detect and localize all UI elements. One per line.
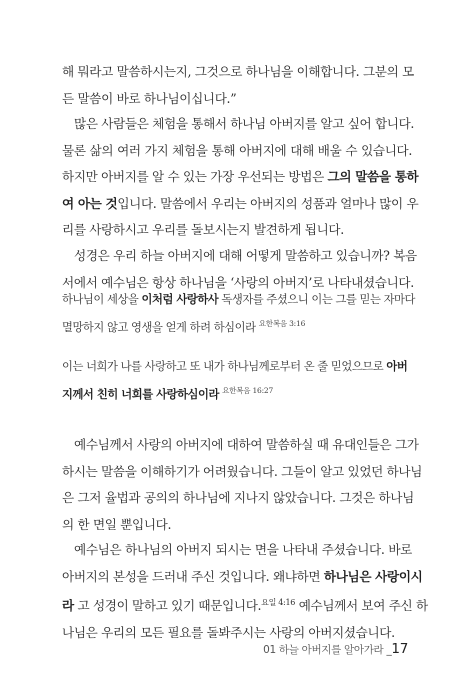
text-line: 여 아는 것입니다. 말씀에서 우리는 아버지의 성품과 얼마나 많이 우 xyxy=(62,195,419,211)
footer-separator: _ xyxy=(386,644,392,656)
emphasis-text: 라 xyxy=(62,598,74,614)
page-number: 17 xyxy=(391,641,408,657)
text-line: 하시는 말씀을 이해하기가 어려웠습니다. 그들이 알고 있었던 하나님 xyxy=(62,463,423,479)
scripture-reference: 요일 4:16 xyxy=(261,598,296,607)
quote-line xyxy=(62,379,414,407)
emphasis-text: 하나님은 사랑이시 xyxy=(323,568,423,584)
scripture-quote-2 xyxy=(62,355,414,407)
emphasis-text: 아버 xyxy=(386,360,408,373)
emphasis-text: 이처럼 사랑하사 xyxy=(141,293,219,306)
chapter-title: 01 하늘 아버지를 알아가라 xyxy=(263,644,384,656)
paragraph-2 xyxy=(62,111,419,244)
quote-line: 하나님이 세상을 이처럼 사랑하사 독생자를 주셨으니 이는 그를 믿는 자마다 xyxy=(62,293,415,306)
text-line: 나님은 우리의 모든 필요를 돌봐주시는 사랑의 아버지셨습니다. xyxy=(62,624,395,640)
scripture-quote-1 xyxy=(62,288,414,340)
text-line: 예수님께서 사랑의 아버지에 대하여 말씀하실 때 유대인들은 그가 xyxy=(74,437,419,452)
text-line: 성경은 우리 하늘 아버지에 대해 어떻게 말씀하고 있습니까? 복음 xyxy=(74,248,417,263)
paragraph-1 xyxy=(62,59,412,112)
text-line: 아버지의 본성을 드러내 주신 것입니다. 왜냐하면 하나님은 사랑이시 xyxy=(62,568,423,584)
text-line: 리를 사랑하시고 우리를 돌보시는지 발견하게 됩니다. xyxy=(62,222,344,237)
text-line: 많은 사람들은 체험을 통해서 하나님 아버지를 알고 싶어 합니다. xyxy=(74,116,415,131)
text-line: 의 한 면일 뿐입니다. xyxy=(62,516,172,532)
text-line: 해 뭐라고 말씀하시는지, 그것으로 하나님을 이해합니다. 그분의 모 xyxy=(62,64,414,79)
text-line: 물론 삶의 여러 가지 체험을 통해 아버지에 대해 배울 수 있습니다. xyxy=(62,142,412,158)
text-line: 하지만 아버지를 알 수 있는 가장 우선되는 방법은 그의 말씀을 통하 xyxy=(62,169,419,184)
text-line: 든 말씀이 바로 하나님이십니다.” xyxy=(62,90,237,106)
quote-line: 멸망하지 않고 영생을 얻게 하려 하심이라 $^{요한복음 3:16}$ xyxy=(62,319,306,334)
text-line: 서에서 예수님은 항상 하나님을 ‘사랑의 아버지’로 나타내셨습니다. xyxy=(62,274,414,290)
scripture-reference: 요한복음 16:27 xyxy=(222,386,274,395)
emphasis-text: 그의 말씀을 통하 xyxy=(327,169,419,184)
text-line: 은 그저 율법과 공의의 하나님에 지나지 않았습니다. 그것은 하나님 xyxy=(62,490,414,505)
paragraph-5 xyxy=(62,537,428,646)
emphasis-text: 여 아는 것 xyxy=(62,195,118,211)
paragraph-4 xyxy=(62,432,423,538)
emphasis-text: 지께서 친히 너희를 사랑하심이라 xyxy=(62,387,219,401)
quote-line: 이는 너희가 나를 사랑하고 또 내가 하나님께로부터 온 줄 믿었으므로 아버 xyxy=(62,360,408,373)
text-line: 라 고 성경이 말하고 있기 때문입니다.$^{요일 4:16}$ 예수님께서 보여 주신 하 xyxy=(62,598,428,614)
scripture-reference: 요한복음 3:16 xyxy=(258,319,306,328)
text-line: 예수님은 하나님의 아버지 되시는 면을 나타내 주셨습니다. 바로 xyxy=(74,542,412,557)
page-footer xyxy=(263,641,408,657)
